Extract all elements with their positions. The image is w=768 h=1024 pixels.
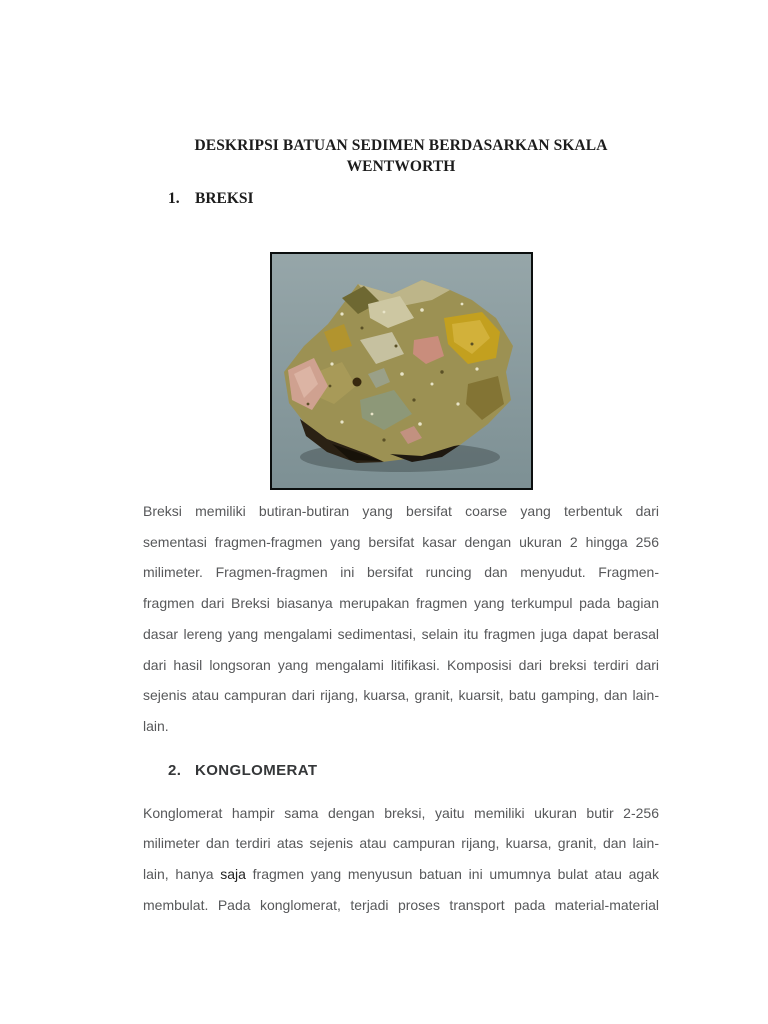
emphasized-word: saja — [220, 866, 246, 883]
document-content — [143, 0, 659, 920]
text-line: dari hasil longsoran yang mengalami litifikasi. Komposisi dari breksi terdiri dari — [143, 656, 659, 673]
text-line: fragmen dari Breksi biasanya merupakan fragmen yang terkumpul pada bagian — [143, 595, 659, 612]
text-segment: fragmen yang menyusun batuan ini umumnya bulat atau agak — [245, 866, 659, 883]
text-line: membulat. Pada konglomerat, terjadi proses transport pada material-material — [143, 896, 659, 913]
breccia-rock-illustration — [272, 254, 531, 488]
section-heading-label: KONGLOMERAT — [195, 761, 318, 779]
section-heading-konglomerat — [143, 761, 659, 781]
breksi-paragraph — [143, 496, 659, 742]
text-line — [143, 859, 659, 890]
text-line: sejenis atau campuran dari rijang, kuarsa, granit, kuarsit, batu gamping, dan lain- — [143, 687, 659, 704]
breccia-rock-photo — [270, 252, 533, 490]
text-line: Konglomerat hampir sama dengan breksi, yaitu memiliki ukuran butir 2-256 — [143, 804, 659, 821]
section-number: 2. — [168, 761, 182, 779]
text-line: sementasi fragmen-fragmen yang bersifat kasar dengan ukuran 2 hingga 256 — [143, 533, 659, 550]
section-number: 1. — [168, 190, 180, 207]
section-heading-label: BREKSI — [195, 190, 254, 207]
document-title: DESKRIPSI BATUAN SEDIMEN BERDASARKAN SKALA WENTWORTH — [194, 137, 608, 175]
text-line: milimeter. Fragmen-fragmen ini bersifat runcing dan menyudut. Fragmen- — [143, 564, 659, 581]
konglomerat-paragraph — [143, 798, 659, 921]
text-segment: lain, hanya — [143, 866, 221, 883]
text-line: Breksi memiliki butiran-butiran yang bersifat coarse yang terbentuk dari — [143, 503, 659, 519]
section-heading-breksi — [143, 189, 659, 209]
text-line: lain. — [143, 717, 169, 734]
text-line: dasar lereng yang mengalami sedimentasi, selain itu fragmen juga dapat berasal — [143, 625, 659, 642]
text-line: milimeter dan terdiri atas sejenis atau campuran rijang, kuarsa, granit, dan lain- — [143, 835, 659, 852]
